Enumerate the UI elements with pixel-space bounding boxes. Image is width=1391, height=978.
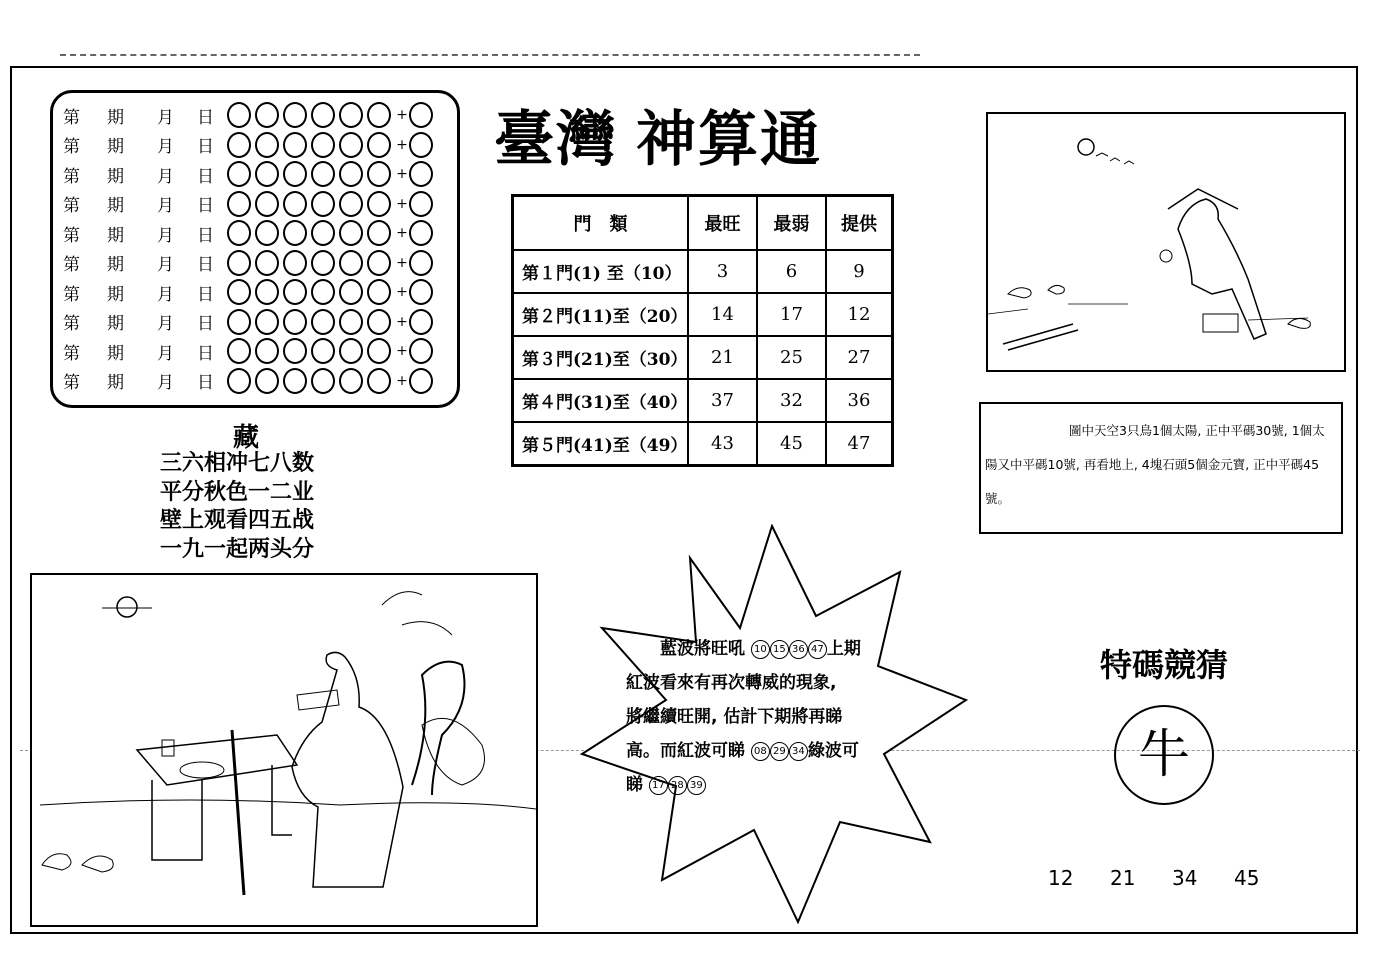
number-slot xyxy=(255,161,279,187)
number-slot xyxy=(283,338,307,364)
door-min: 45 xyxy=(757,422,826,466)
record-label: 日 xyxy=(197,314,214,334)
record-label: 期 xyxy=(107,107,124,128)
number-slot xyxy=(283,132,307,158)
wave-line xyxy=(626,734,896,768)
number-slot xyxy=(283,102,307,128)
number-slot xyxy=(339,220,363,246)
door-table xyxy=(511,194,894,467)
blue-number: 47 xyxy=(808,640,827,659)
record-row xyxy=(63,190,437,218)
plus-sign: + xyxy=(396,225,408,241)
record-label: 期 xyxy=(107,137,124,157)
number-slot xyxy=(311,368,335,394)
door-label: 第５門(41)至（49） xyxy=(513,422,689,466)
record-label: 日 xyxy=(197,373,214,393)
number-slot xyxy=(283,309,307,335)
warrior-illustration xyxy=(986,112,1346,372)
record-label: 日 xyxy=(197,255,214,275)
number-slot xyxy=(227,338,251,364)
red-number: 34 xyxy=(789,742,808,761)
guess-number: 12 xyxy=(1048,866,1074,890)
poem-heading: 藏 xyxy=(233,423,260,453)
number-slot xyxy=(311,338,335,364)
record-row xyxy=(63,337,437,365)
green-number: 28 xyxy=(668,776,687,795)
number-slot xyxy=(339,309,363,335)
special-number-slot xyxy=(409,102,433,128)
number-slot xyxy=(367,161,391,187)
title-part1: 臺灣 xyxy=(494,105,618,175)
record-label: 期 xyxy=(107,314,124,334)
door-max: 21 xyxy=(688,336,757,379)
guess-number: 21 xyxy=(1110,866,1136,890)
number-slot xyxy=(255,279,279,305)
table-row xyxy=(513,336,893,379)
plus-sign: + xyxy=(396,254,408,271)
record-label: 期 xyxy=(107,373,124,393)
wave-line-text: 高。而紅波可睇 xyxy=(626,741,745,761)
number-slot xyxy=(311,102,335,128)
door-min: 6 xyxy=(757,250,826,293)
number-slot xyxy=(255,338,279,364)
plus-sign: + xyxy=(396,313,408,330)
door-table-header xyxy=(513,196,893,251)
door-offer: 47 xyxy=(826,422,893,466)
door-offer: 9 xyxy=(826,250,893,293)
number-slot xyxy=(367,309,391,335)
table-row xyxy=(513,379,893,422)
number-slot xyxy=(339,161,363,187)
special-number-slot xyxy=(409,309,433,335)
red-number: 29 xyxy=(770,742,789,761)
number-slot xyxy=(367,368,391,394)
record-label: 第 xyxy=(63,107,80,128)
blue-number: 15 xyxy=(770,640,789,659)
guess-number: 45 xyxy=(1234,866,1260,890)
record-label: 期 xyxy=(107,196,124,216)
record-label: 月 xyxy=(157,255,174,275)
door-min: 17 xyxy=(757,293,826,336)
record-label: 第 xyxy=(63,196,80,216)
number-slot xyxy=(367,132,391,158)
wave-line-text: 上期 xyxy=(826,639,861,659)
number-slot xyxy=(367,250,391,276)
record-label: 日 xyxy=(197,137,214,157)
table-row xyxy=(513,250,893,293)
record-row xyxy=(63,308,437,336)
wave-line-text: 藍波將旺吼 xyxy=(660,639,745,659)
special-number-slot xyxy=(409,368,433,394)
special-number-slot xyxy=(409,132,433,158)
number-slot xyxy=(227,132,251,158)
record-label: 日 xyxy=(197,166,214,187)
wave-analysis-text xyxy=(626,632,896,802)
number-slot xyxy=(255,368,279,394)
record-label: 月 xyxy=(157,373,174,393)
record-label: 第 xyxy=(63,284,80,305)
record-label: 期 xyxy=(107,284,124,305)
record-label: 第 xyxy=(63,314,80,334)
door-min: 32 xyxy=(757,379,826,422)
poem-line: 壁上观看四五战 xyxy=(160,508,315,533)
number-slot xyxy=(283,250,307,276)
top-dash xyxy=(60,54,920,56)
record-row xyxy=(63,131,437,159)
record-label: 月 xyxy=(157,196,174,216)
plus-sign: + xyxy=(396,372,408,389)
number-slot xyxy=(283,220,307,246)
record-label: 第 xyxy=(63,343,80,364)
draw-record-panel xyxy=(50,90,460,408)
warrior-drawing xyxy=(988,114,1344,370)
number-slot xyxy=(311,250,335,276)
poem-line: 平分秋色一二业 xyxy=(160,479,315,505)
number-slot xyxy=(283,368,307,394)
header-min: 最弱 xyxy=(757,196,826,251)
green-number: 17 xyxy=(649,776,668,795)
number-slot xyxy=(255,220,279,246)
record-label: 日 xyxy=(197,196,214,216)
special-number-slot xyxy=(409,338,433,364)
number-slot xyxy=(339,132,363,158)
record-label: 期 xyxy=(107,166,124,187)
record-label: 月 xyxy=(157,343,174,364)
door-label: 第３門(21)至（30） xyxy=(513,336,689,379)
special-guess-title: 特碼競猜 xyxy=(1100,646,1229,684)
number-slot xyxy=(339,279,363,305)
wave-line: 將繼續旺開, 估計下期將再睇 xyxy=(626,707,843,727)
plus-sign: + xyxy=(396,166,408,182)
door-label: 第１門(1) 至（10） xyxy=(513,250,689,293)
door-max: 14 xyxy=(688,293,757,336)
header-offer: 提供 xyxy=(826,196,893,251)
guess-number: 34 xyxy=(1172,866,1198,890)
number-slot xyxy=(283,279,307,305)
scholar-illustration xyxy=(30,573,538,927)
record-row xyxy=(63,219,437,247)
header-category: 門 類 xyxy=(513,196,689,251)
number-slot xyxy=(255,191,279,217)
number-slot xyxy=(255,250,279,276)
record-label: 日 xyxy=(197,284,214,305)
wave-line xyxy=(626,768,896,802)
record-label: 月 xyxy=(157,137,174,157)
wave-line-text: 睇 xyxy=(626,775,643,795)
title-part2: 神算通 xyxy=(636,105,822,175)
special-number-slot xyxy=(409,250,433,276)
number-slot xyxy=(339,250,363,276)
record-row xyxy=(63,367,437,395)
zodiac-circle: 牛 xyxy=(1114,705,1214,805)
plus-sign: + xyxy=(396,343,408,359)
number-slot xyxy=(255,102,279,128)
green-number: 39 xyxy=(687,776,706,795)
number-slot xyxy=(283,191,307,217)
door-offer: 27 xyxy=(826,336,893,379)
door-offer: 12 xyxy=(826,293,893,336)
header-max: 最旺 xyxy=(688,196,757,251)
number-slot xyxy=(227,191,251,217)
wave-line: 紅波看來有再次轉威的現象, xyxy=(626,673,837,693)
special-number-slot xyxy=(409,191,433,217)
record-label: 第 xyxy=(63,225,80,246)
number-slot xyxy=(227,102,251,128)
plus-sign: + xyxy=(396,107,408,123)
table-row xyxy=(513,422,893,466)
number-slot xyxy=(283,161,307,187)
record-label: 日 xyxy=(197,225,214,246)
record-label: 第 xyxy=(63,255,80,275)
record-label: 期 xyxy=(107,343,124,364)
number-slot xyxy=(367,220,391,246)
poem-line: 三六相冲七八数 xyxy=(160,451,315,476)
wave-line xyxy=(626,632,896,666)
wave-line-text: 綠波可 xyxy=(807,741,859,761)
record-label: 月 xyxy=(157,107,174,128)
record-label: 日 xyxy=(197,343,214,364)
page-title xyxy=(494,92,822,178)
number-slot xyxy=(255,132,279,158)
record-row xyxy=(63,249,437,277)
record-row xyxy=(63,101,437,129)
number-slot xyxy=(339,338,363,364)
record-label: 期 xyxy=(107,255,124,275)
number-slot xyxy=(227,220,251,246)
number-slot xyxy=(311,279,335,305)
record-label: 第 xyxy=(63,373,80,393)
door-max: 37 xyxy=(688,379,757,422)
red-number: 08 xyxy=(751,742,770,761)
record-label: 期 xyxy=(107,225,124,246)
poem-line: 一九一起两头分 xyxy=(160,536,315,562)
record-label: 月 xyxy=(157,166,174,187)
record-label: 月 xyxy=(157,225,174,246)
number-slot xyxy=(227,250,251,276)
door-offer: 36 xyxy=(826,379,893,422)
record-row xyxy=(63,278,437,306)
number-slot xyxy=(367,191,391,217)
door-label: 第２門(11)至（20） xyxy=(513,293,689,336)
blue-number: 10 xyxy=(751,640,770,659)
guess-numbers xyxy=(1048,866,1296,890)
record-label: 月 xyxy=(157,284,174,305)
table-row xyxy=(513,293,893,336)
door-max: 3 xyxy=(688,250,757,293)
record-label: 第 xyxy=(63,137,80,157)
number-slot xyxy=(367,279,391,305)
record-label: 月 xyxy=(157,314,174,334)
plus-sign: + xyxy=(396,136,408,153)
poem xyxy=(160,450,314,564)
number-slot xyxy=(339,368,363,394)
number-slot xyxy=(227,368,251,394)
number-slot xyxy=(311,309,335,335)
special-number-slot xyxy=(409,220,433,246)
riddle-description: 圖中天空3只鳥1個太陽, 正中平碼30號, 1個太陽又中平碼10號, 再看地上, 4塊石頭5個金元寶, 正中平碼45號。 xyxy=(979,402,1343,534)
number-slot xyxy=(311,161,335,187)
number-slot xyxy=(227,309,251,335)
number-slot xyxy=(367,102,391,128)
record-label: 第 xyxy=(63,166,80,187)
number-slot xyxy=(227,279,251,305)
number-slot xyxy=(227,161,251,187)
special-number-slot xyxy=(409,161,433,187)
number-slot xyxy=(339,102,363,128)
number-slot xyxy=(311,191,335,217)
scholar-drawing xyxy=(32,575,536,925)
record-row xyxy=(63,160,437,188)
number-slot xyxy=(367,338,391,364)
plus-sign: + xyxy=(396,284,408,300)
door-min: 25 xyxy=(757,336,826,379)
plus-sign: + xyxy=(396,195,408,212)
record-label: 日 xyxy=(197,107,214,128)
door-max: 43 xyxy=(688,422,757,466)
number-slot xyxy=(311,132,335,158)
door-label: 第４門(31)至（40） xyxy=(513,379,689,422)
number-slot xyxy=(255,309,279,335)
number-slot xyxy=(311,220,335,246)
number-slot xyxy=(339,191,363,217)
special-number-slot xyxy=(409,279,433,305)
blue-number: 36 xyxy=(789,640,808,659)
